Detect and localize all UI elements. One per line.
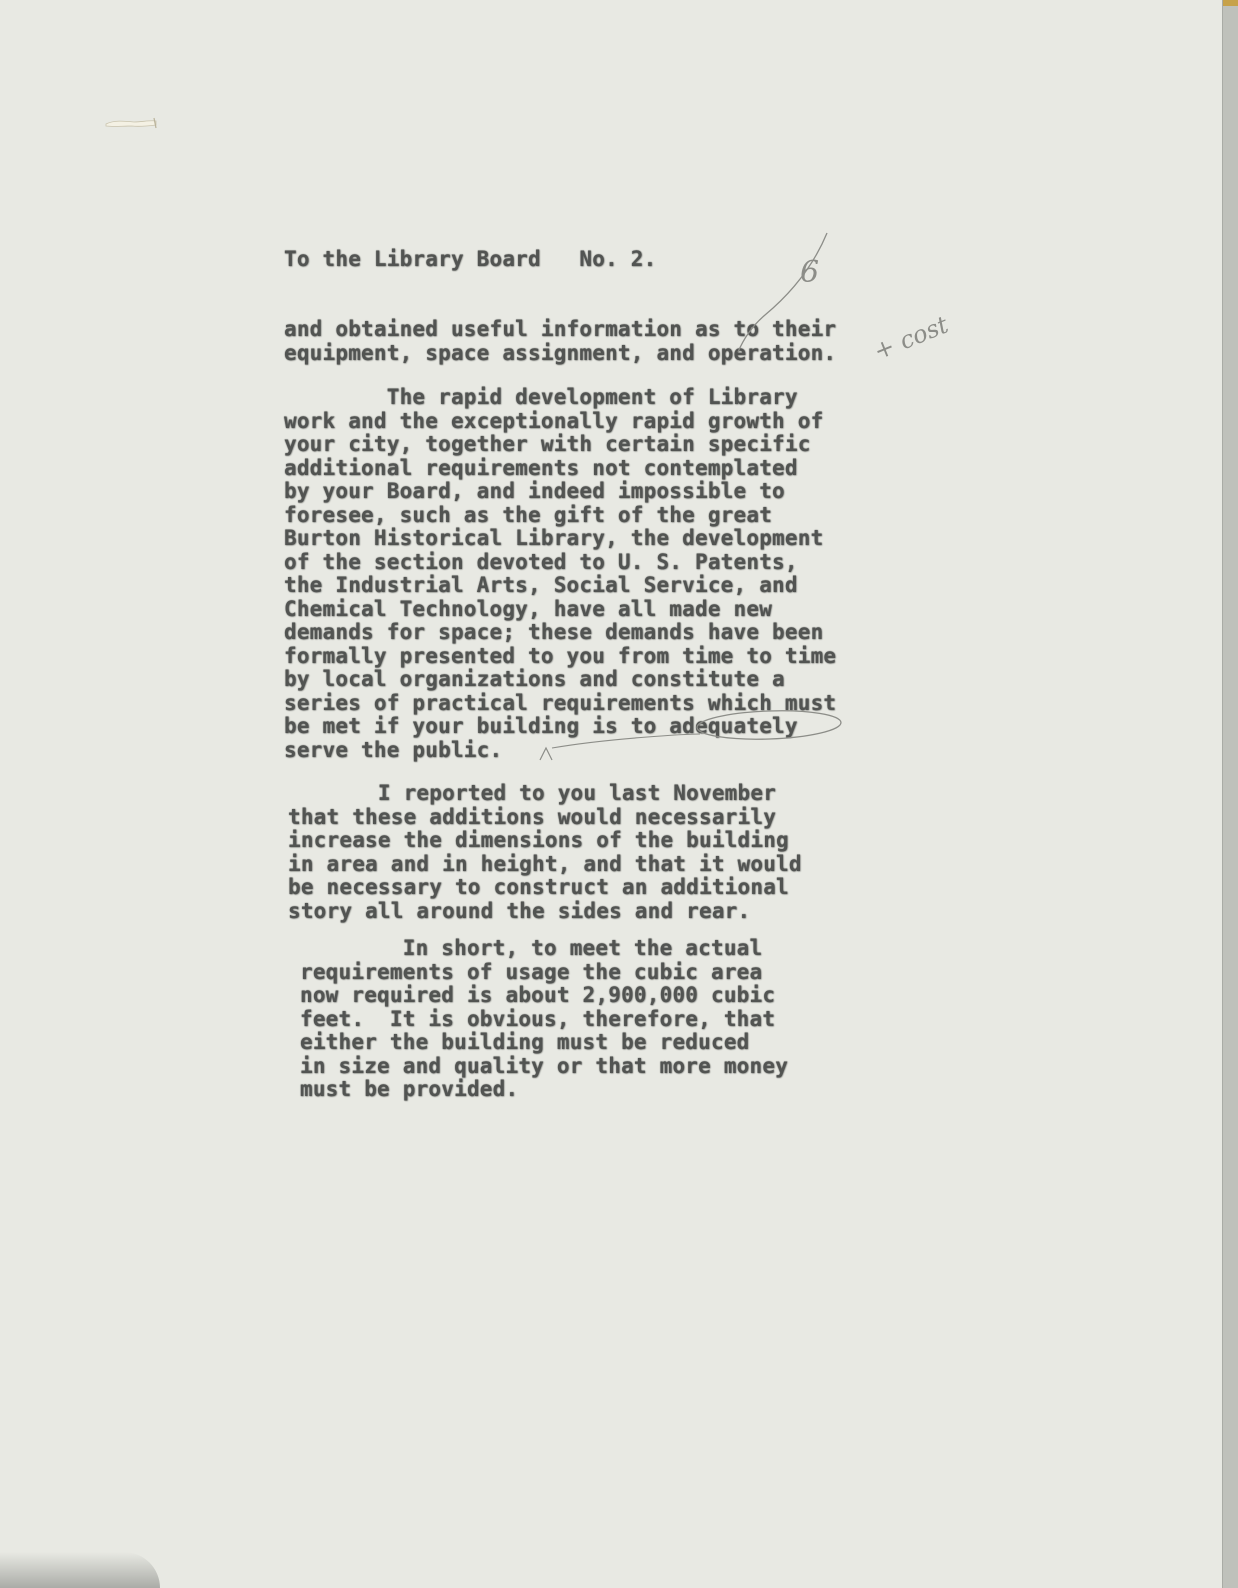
page-shadow [0, 1552, 160, 1588]
margin-note: + cost [869, 310, 953, 366]
bleed-through-text [1040, 730, 1070, 812]
paragraph-3: I reported to you last November that these additions would necessarily increase the dimensions of the building in area and in height, and that it would be necessary to construct an additional story all around the sides and rear. [288, 781, 802, 923]
folder-tab [1223, 0, 1238, 6]
paragraph-1: and obtained useful information as to their equipment, space assignment, and operation. [284, 317, 837, 365]
staple-icon [104, 116, 158, 130]
paragraph-2: The rapid development of Library work and the exceptionally rapid growth of your city, together with certain specific additional requirements not contemplated by your Board, and indeed impossible to foresee, such as the gift of the great Burton Historical Library, the development of the section devoted to U. S. Patents, the Industrial Arts, Social Service, and Chemical Technology, have all made new demands for space; these demands have been formally presented to you from time to time by local organizations and constitute a series of practical requirements which must be met if your building is to adequately serve the public. [284, 385, 837, 762]
page-mark: 6 [800, 255, 820, 290]
paragraph-4: In short, to meet the actual requirements of usage the cubic area now required is about 2,900,000 cubic feet. It is obvious, therefore, that either the building must be reduced in size and quality or that more money must be provided. [300, 936, 789, 1101]
document-header: To the Library Board No. 2. [284, 247, 657, 271]
page-edge [1222, 0, 1238, 1588]
